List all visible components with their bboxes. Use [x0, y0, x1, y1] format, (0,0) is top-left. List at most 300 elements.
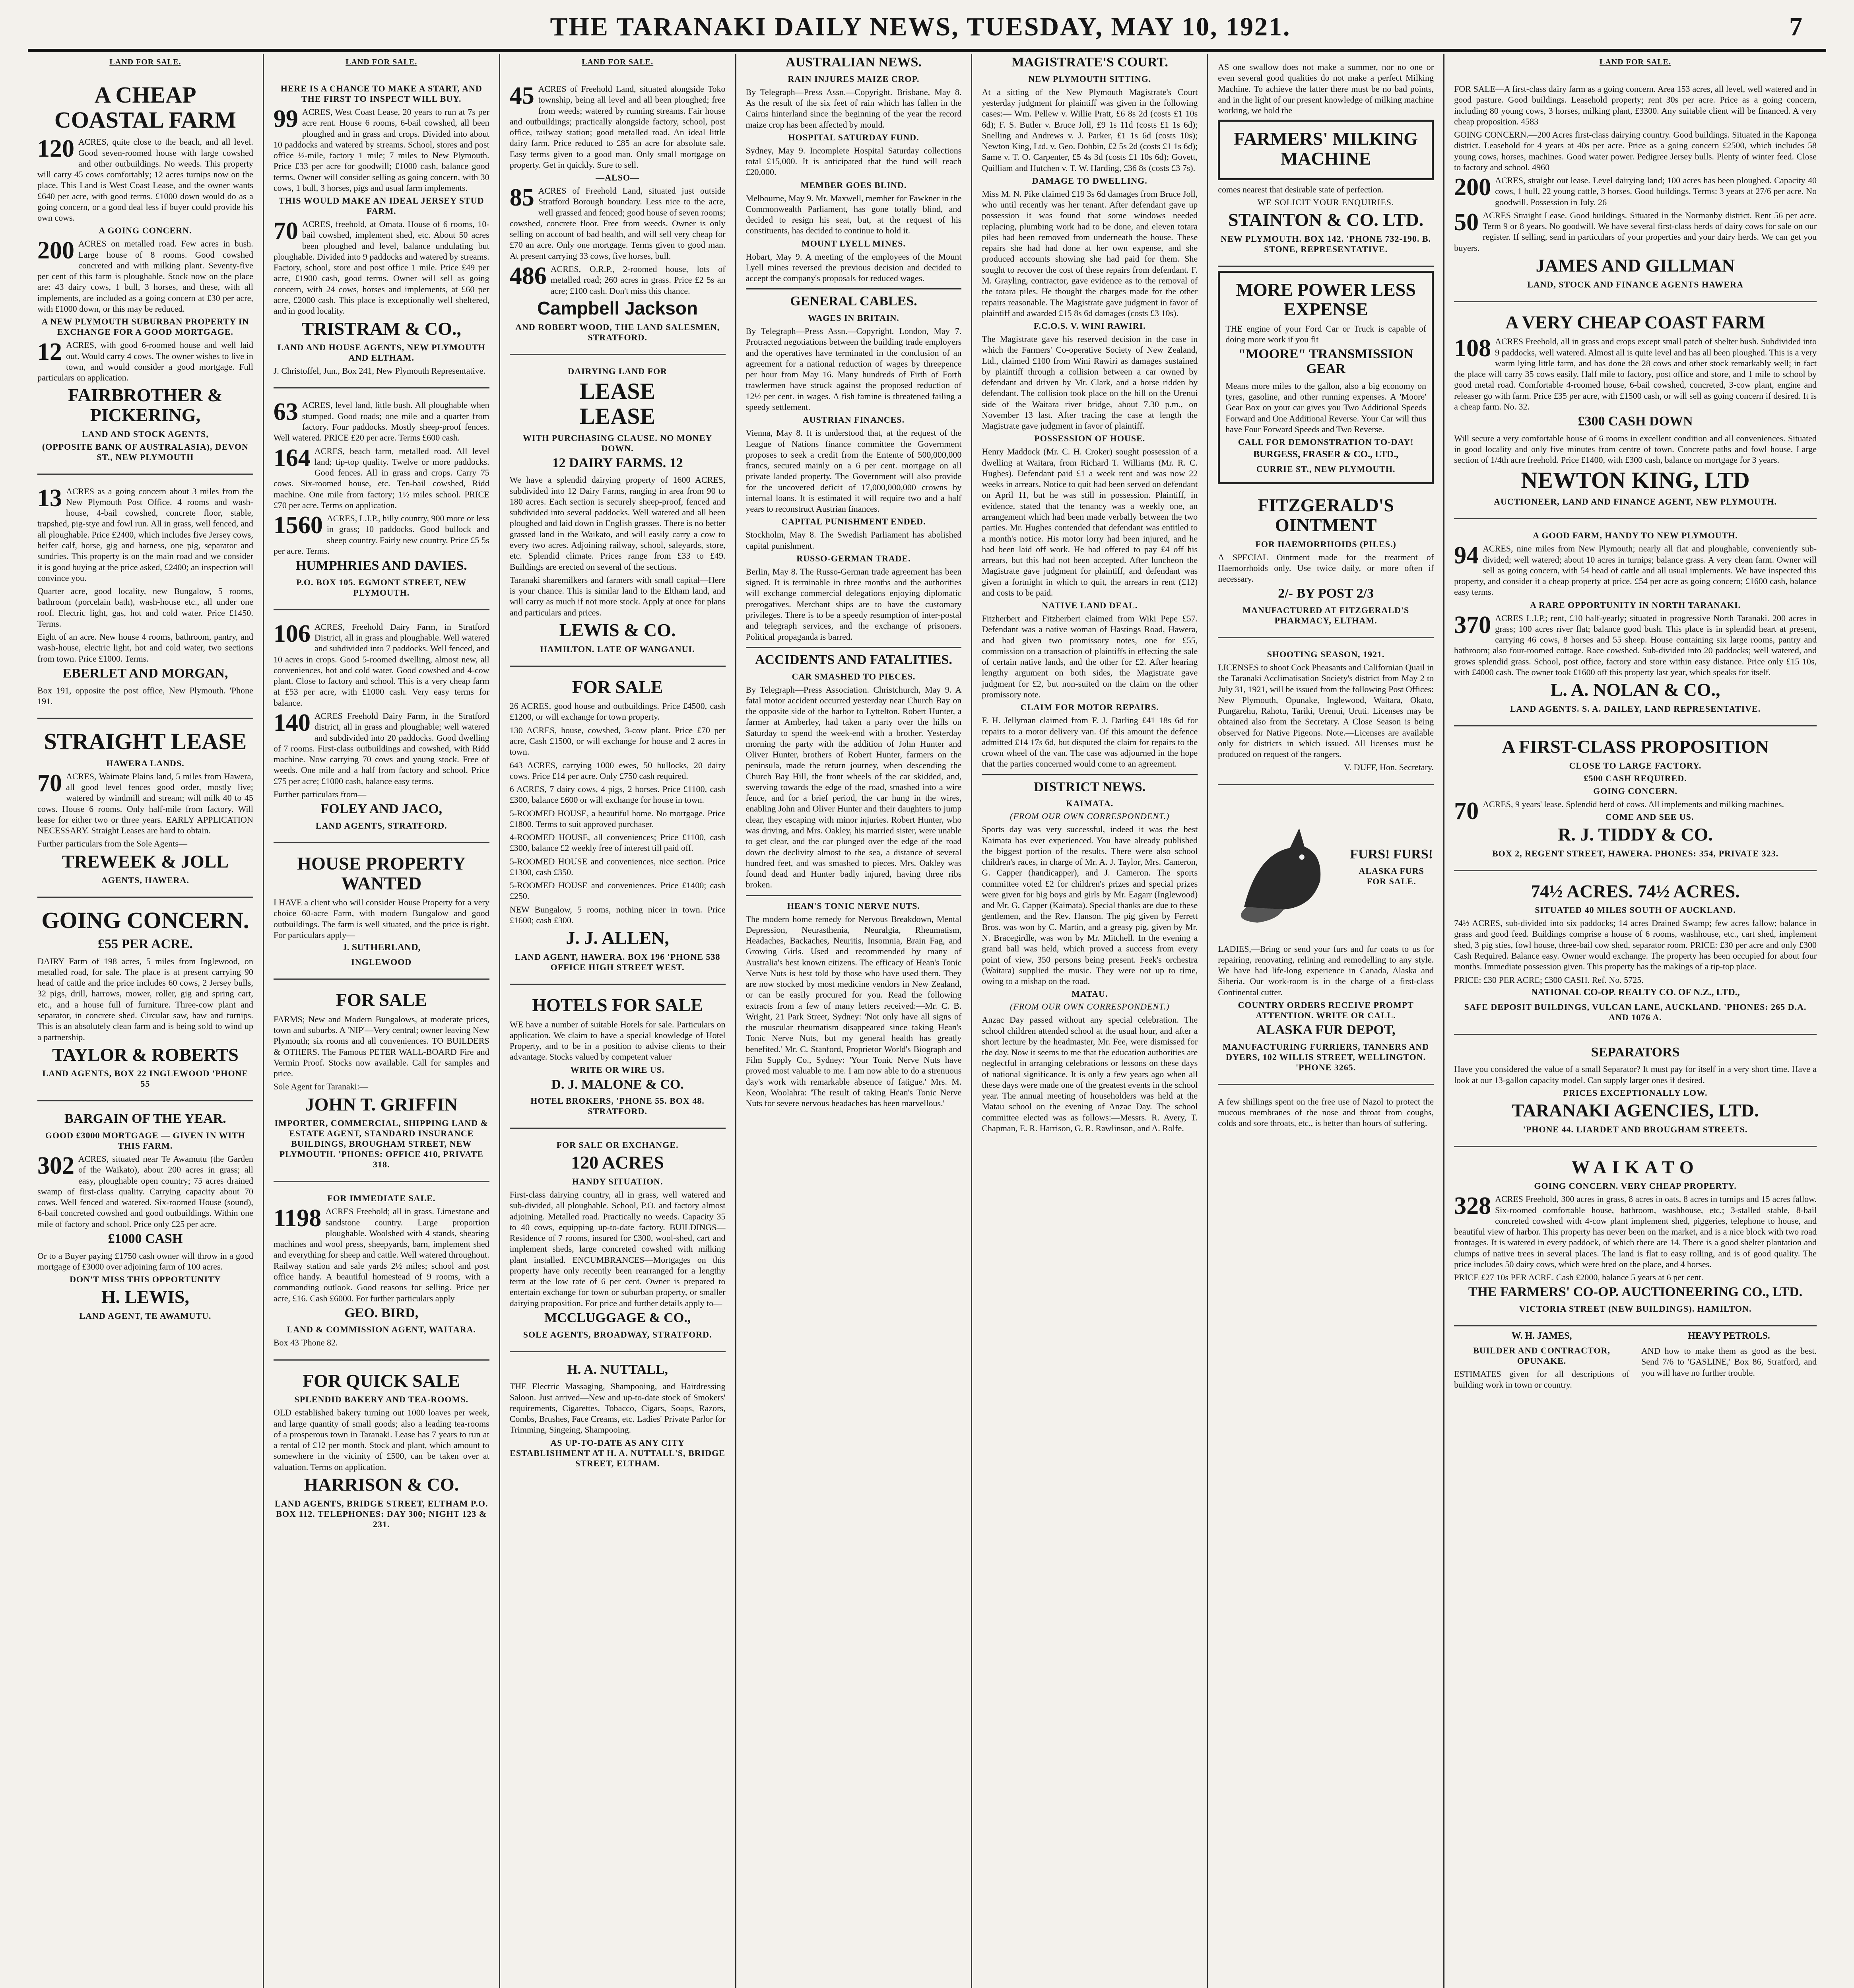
ad-body: ACRES as a going concern about 3 miles from the New Plymouth Post Office. 4 rooms and wash-house, 4-bail cowshed, concrete floor, stable, trapshed, pig-stye and fowl run. All in grass, well fenced, and all ploughable. Price £2400, which includes five Jersey cows, heifer calf, horse, gig and harness, one pig, separator and sundries. This property is on the main road and we consider it is good buying at the price asked, £2400; an inspection will convince you.: [37, 486, 253, 583]
ad-nolan: [1454, 522, 1817, 726]
agent-subtitle: LAND AGENTS, BOX 22 INGLEWOOD 'PHONE 55: [42, 1068, 248, 1089]
ad-footer: COME AND SEE US.: [1605, 812, 1694, 822]
ad-body: GOING CONCERN.—200 Acres first-class dairying country. Good buildings. Situated in the Kaponga district. Leasehold for 4 years at 40s per acre. Price as a going concern £2500, which includes 58 young cows, horses, machines. Good water power. Pedigree Jersey bulls. Plenty of winter feed. Close to factory and school.: [1454, 130, 1817, 172]
news-body: F. H. Jellyman claimed from F. J. Darling £41 18s 6d for repairs to a motor delivery van. Of this amount the defence admitted £14 17s 6d, but disputed the claim for repairs to the crown wheel of the van. The case was adjourned in the hope that the parties concerned would come to an agreement.: [982, 715, 1198, 769]
ad-humphries-davies: [274, 392, 489, 610]
agent-subtitle: P.O. BOX 105. EGMONT STREET, NEW PLYMOUTH.: [296, 577, 467, 598]
agent-name: MCCLUGGAGE & CO.,: [544, 1310, 691, 1325]
agent-subtitle: AUCTIONEER, LAND AND FINANCE AGENT, NEW PLYMOUTH.: [1494, 497, 1777, 507]
acre-number: 200: [1454, 174, 1491, 201]
ad-straight-lease: [37, 722, 253, 898]
column-3: [500, 54, 736, 1988]
acre-number: 70: [37, 769, 62, 797]
agent-subtitle: SAFE DEPOSIT BUILDINGS, VULCAN LANE, AUCKLAND. 'PHONES: 265 D.A. AND 1076 A.: [1464, 1002, 1807, 1022]
ad-geo-bird: [274, 1185, 489, 1360]
agent-name: TREWEEK & JOLL: [62, 851, 229, 872]
agent-name: EBERLET AND MORGAN,: [62, 666, 228, 681]
agent-name: HUMPHRIES AND DAVIES.: [295, 558, 467, 573]
ad-body: ACRES, West Coast Lease, 20 years to run at 7s per acre rent. House 6 rooms, 6-bail cowshed, all been ploughed and in grass and crops. Divided into about 10 paddocks and watered by streams. School, stores and post office ½-mile, factory 1 mile; 7 miles to New Plymouth. Price £33 per acre for goodwill; £1000 cash, balance good terms. Owner will consider selling as going concern, with 30 cows, 1 bull, 3 horses, pigs and usual farm implements.: [273, 107, 489, 193]
acre-number: 1198: [273, 1205, 322, 1232]
ad-subheading: CLOSE TO LARGE FACTORY.: [1569, 760, 1702, 771]
column-5: [972, 54, 1208, 1988]
ad-footer: Sole Agent for Taranaki:—: [273, 1081, 369, 1092]
ad-lewis-lease: [510, 358, 726, 666]
news-heading: GENERAL CABLES.: [790, 294, 917, 309]
ad-body: AS one swallow does not make a summer, nor no one or even several good qualities do not make a perfect Milking Machine. To achieve the latter there must be no bad points, and in the light of our present knowledge of milking machine working, we hold the: [1218, 62, 1434, 116]
agent-name: H. LEWIS,: [101, 1287, 189, 1307]
agent-address: Box 191, opposite the post office, New Plymouth. 'Phone 191.: [37, 685, 253, 706]
ad-title: A GOOD FARM, HANDY TO NEW PLYMOUTH.: [1533, 530, 1738, 541]
agent-name: TARANAKI AGENCIES, LTD.: [1512, 1100, 1759, 1120]
news-body: Sydney, May 9. Incomplete Hospital Saturday collections total £15,000. It is anticipated that the fund will reach £20,000.: [745, 145, 962, 177]
ad-house-property-wanted: [274, 846, 489, 980]
agent-subtitle: HAMILTON. LATE OF WANGANUI.: [540, 644, 695, 654]
acre-number: 164: [273, 444, 311, 472]
news-body: Henry Maddock (Mr. C. H. Croker) sought possession of a dwelling at Waitara, from Richard T. Williams (Mr. R. C. Hughes). Defendant paid £1 a week rent and was now 22 weeks in arrears. Notice to quit had been served on defendant on April 11, but he was still in possession. Plaintiff, in evidence, stated that the tenancy was a weekly one, an arrangement which had been made verbally between the two parties. Mr. Hughes contended that defendant was entitled to a month's notice. His motor lorry had been injured, and he had been laid off work. He had offered to pay £4 off his arrears, but this had not been accepted. After luncheon the Magistrate gave judgment for plaintiff, and defendant was given a fortnight in which to quit, the arrears in rent (£12) and costs to be paid.: [982, 447, 1198, 598]
news-title: KAIMATA.: [1066, 798, 1114, 809]
news-title: CLAIM FOR MOTOR REPAIRS.: [1020, 702, 1159, 712]
acre-number: 12: [37, 338, 62, 366]
news-body: By Telegraph—Press Assn.—Copyright. Brisbane, May 8. As the result of the six feet of rain which has fallen in the Cairns hinterland since the beginning of the year the record maize crop has been affected by mould.: [745, 87, 962, 130]
ad-title: A VERY CHEAP COAST FARM: [1505, 312, 1765, 332]
news-body: Sports day was very successful, indeed it was the best Kaimata has ever experienced. You have already published the biggest portion of the results. There were also school children's races, in charge of Mr. A. J. Taylor, Mrs. Cameron, G. Capper (handicapper), and J. Cameron. The sports committee voted £2 for children's prizes and special prizes were given for big boys and girls by Mr. Eagarr (Inglewood) and Mr. G. Capper (Kaimata). Special thanks are due to these gentlemen, and the Rev. Hanson. The pig given by Ferrett Bros. was won by C. Martin, and a greasy pig, given by Mr. N. Bracegirdle, was won by Mr. Mitchell. In the evening a grand ball was held, which proved a success from every point of view, 350 persons being present. Feek's orchestra (Waitara) supplied the music. They were not up to time, owing to a mishap on the road.: [982, 824, 1198, 986]
ad-footer: CALL FOR DEMONSTRATION TO-DAY!: [1238, 437, 1414, 447]
ad-footer: COUNTRY ORDERS RECEIVE PROMPT ATTENTION. WRITE OR CALL.: [1238, 1000, 1414, 1020]
ad-title: FARMERS' MILKING MACHINE: [1234, 128, 1418, 169]
news-title: MOUNT LYELL MINES.: [802, 238, 906, 248]
acre-number: 63: [273, 398, 298, 426]
ad-cash: £1000 CASH: [108, 1231, 183, 1246]
ad-subheading: ALASKA FURS FOR SALE.: [1359, 866, 1424, 887]
ad-subheading: DAIRYING LAND FOR: [568, 366, 667, 377]
ad-body: First-class dairying country, all in grass, well watered and sub-divided, all ploughable. School, P.O. and factory almost adjoining. Metalled road. Practically no weeds. Capacity 35 to 40 cows, equipping up-to-date factory. BUILDINGS—Residence of 7 rooms, insured for £300, wool-shed, cart and implement sheds, large concreted cowshed with milking plant installed. ENCUMBRANCES—Mortgages on this property have only recently been rearranged for a lengthy term at the low rate of 6 per cent. Owner is prepared to entertain exchange for town or suburban property, or smaller dairying proposition. For price and further details apply to—: [509, 1190, 726, 1308]
agent-name: HARRISON & CO.: [304, 1474, 459, 1495]
ad-title: WAIKATO: [1571, 1157, 1699, 1177]
ad-signature: V. DUFF, Hon. Secretary.: [1344, 762, 1434, 773]
news-byline: (FROM OUR OWN CORRESPONDENT.): [1010, 1002, 1170, 1012]
divider: [746, 895, 962, 896]
news-body: At a sitting of the New Plymouth Magistrate's Court yesterday judgment for plaintiff was given in the following cases:— Wm. Pellew v. Willie Pratt, £6 8s 2d (costs £1 10s 6d); F. S. Butler v. Bruce Joll, £9 1s 11d (costs £1 1s 6d); Snelling and Andrews v. J. Parker, £1 1s 6d (costs 10s); Newton King, Ltd. v. Geo. Dobbin, £2 5s 2d (costs £1 1s 6d); Same v. T. O. Carpenter, £5 4s 3d (costs £1 10s 6d); Govett, Quilliam and Hutchen v. T. W. Harding, £36 8s (costs £3 7s).: [982, 87, 1198, 173]
news-body: Berlin, May 8. The Russo-German trade agreement has been signed. It is terminable in three months and the authorities will exchange commercial delegations enjoying diplomatic prerogatives. Merchant ships are to have the customary privileges. There is to be a speedy resumption of inter-postal and telegraph services, and the exchange of prisoners. Political propaganda is barred.: [745, 566, 962, 642]
agent-subtitle: IMPORTER, COMMERCIAL, SHIPPING LAND & ESTATE AGENT, STANDARD INSURANCE BUILDINGS, BROUGHAM STREET, NEW PLYMOUTH. 'PHONES: OFFICE 410, PRIVATE 318.: [274, 1118, 488, 1170]
acre-number: 370: [1454, 611, 1491, 639]
agent-name: STAINTON & CO. LTD.: [1228, 209, 1424, 230]
ad-title: A RARE OPPORTUNITY IN NORTH TARANAKI.: [1530, 600, 1741, 610]
ad-body: ACRES Freehold; all in grass. Limestone and sandstone country. Large proportion ploughable. Woolshed with 4 stands, shearing machines and wool press, sheepyards, barn, implement shed and everything for sheep and cattle. Well watered throughout. Railway station and sale yards 2½ miles; school and post office handy. A beautiful homestead of 9 rooms, with a commanding outlook. Good reasons for selling. Price per acre, £16. Cash £6000. For further particulars apply: [273, 1206, 489, 1303]
agent-subtitle: BOX 2, REGENT STREET, HAWERA. PHONES: 354, PRIVATE 323.: [1492, 848, 1779, 858]
ad-subheading: SITUATED 40 MILES SOUTH OF AUCKLAND.: [1535, 905, 1736, 915]
news-title: MEMBER GOES BLIND.: [800, 180, 907, 190]
news-title: MATAU.: [1072, 989, 1108, 999]
ad-body: Eight of an acre. New house 4 rooms, bathroom, pantry, and wash-house, electric light, hot and cold water, two sections from town. Price £1000. Terms.: [37, 632, 253, 664]
acre-number: 108: [1454, 335, 1491, 362]
ad-subheading: £500 CASH REQUIRED.: [1584, 773, 1687, 783]
ad-body: FOR SALE—A first-class dairy farm as a going concern. Area 153 acres, all level, well watered and in good pasture. Good buildings. Leasehold property; rent 30s per acre. Price as a going concern, including 80 young cows, 3 horses, milking plant, £3300. Any suitable client will be financed. A very cheap proposition.: [1454, 84, 1817, 126]
ad-title: SHOOTING SEASON, 1921.: [1267, 649, 1385, 660]
ad-fitzgeralds-ointment: [1218, 488, 1434, 638]
ad-title: A FIRST-CLASS PROPOSITION: [1502, 736, 1769, 757]
ad-body: ACRES, level land, little bush. All ploughable when stumped. Good roads; one mile and a quarter from factory. Four paddocks. Mostly sheep-proof fences. Well watered. PRICE £20 per acre. Terms £600 cash.: [273, 400, 489, 443]
agent-subtitle: LAND AGENT, HAWERA. BOX 196 'PHONE 538 OFFICE HIGH STREET WEST.: [514, 951, 720, 972]
listing-item: 4-ROOMED HOUSE, all conveniences; Price £1100, cash £300, balance £2 weekly free of interest till paid off.: [509, 832, 726, 853]
agent-subtitle: MANUFACTURING FURRIERS, TANNERS AND DYERS, 102 WILLIS STREET, WELLINGTON. 'PHONE 3265.: [1223, 1041, 1429, 1072]
ad-footer: PRICES EXCEPTIONALLY LOW.: [1563, 1087, 1708, 1098]
acre-number: 45: [509, 82, 534, 109]
agent-subtitle: NEW PLYMOUTH. BOX 142. 'PHONE 732-190. B. STONE, REPRESENTATIVE.: [1221, 233, 1431, 254]
ad-title: GOING CONCERN.: [41, 907, 249, 934]
ad-wh-james: [1454, 1330, 1629, 1392]
ad-alaska-furs: [1218, 788, 1434, 1085]
ad-cheap-coastal-farm: [37, 76, 253, 475]
agent-name: GEO. BIRD,: [344, 1305, 419, 1320]
ad-footer: WRITE OR WIRE US.: [570, 1064, 665, 1075]
ad-body: ACRES L.I.P.; rent, £10 half-yearly; situated in progressive North Taranaki. 200 acres in grass; 100 acres river flat; balance good bush. This place is in splendid heart at present, carrying 46 cows, 8 horses and 55 sheep. House containing six large rooms, pantry and bathroom; also four-roomed cottage. Race cowshed. Sub-divided into 20 paddocks; well watered, and grows splendid grass. School, post office, factory and store within easy distance. Price only £15 10s, with £4000 cash. The owner took £1600 off this property last year, which speaks for itself.: [1454, 613, 1817, 677]
acre-number: 486: [509, 262, 547, 289]
agent-name: TAYLOR & ROBERTS: [52, 1044, 239, 1065]
agent-name: J. SUTHERLAND,: [342, 942, 421, 953]
ad-hotels-for-sale: [510, 988, 726, 1129]
ad-subheading: —ALSO—: [596, 173, 640, 183]
ad-body: ACRES, Waimate Plains land, 5 miles from Hawera, all good level fences good order, mostly live; watered by windmill and stream; will milk 40 to 45 cows. House 6 rooms. Only half-mile from factory. Will lease for either two or three years. EARLY APPLICATION NECESSARY. Straight Leases are hard to obtain.: [37, 771, 253, 836]
agent-name: NATIONAL CO-OP. REALTY CO. OF N.Z., LTD.,: [1531, 987, 1740, 998]
ad-separators: [1454, 1038, 1817, 1147]
ad-subheading: GOING CONCERN. VERY CHEAP PROPERTY.: [1534, 1181, 1737, 1191]
agent-subtitle: SOLE AGENTS, BROADWAY, STRATFORD.: [523, 1329, 712, 1340]
ad-body: ACRES, quite close to the beach, and all level. Good seven-roomed house with large cowshed and other outbuildings. No weeds. This property will carry 45 cows comfortably; 12 acres turnips now on the place. This Land is West Coast Lease, and the owner wants £640 per acre, with good terms. £1000 down would do as a going concern, or a good deal less if buyer could provide his own cows.: [37, 137, 253, 223]
columns: [28, 54, 1826, 1988]
agent-name: H. A. NUTTALL,: [567, 1362, 668, 1377]
ad-footer: Further particulars from—: [273, 789, 367, 799]
ad-title: HOUSE PROPERTY WANTED: [297, 853, 466, 893]
ad-body: 74½ ACRES, sub-divided into six paddocks; 14 acres Drained Swamp; few acres fallow; balance in grass and good feed. Buildings comprise a house of 6 rooms, washhouse, etc., cart shed, implement shed, 3 pig sties, fowl house, three-bail cow shed, separator room. PRICE: £30 per acre and only £300 Cash Required. Balance easy. Owner would exchange. The property has been occupied for about four months. Immediate possession given. This property has the makings of a tip-top place.: [1454, 918, 1817, 972]
divider: [746, 288, 962, 289]
ad-body: Quarter acre, good locality, new Bungalow, 5 rooms, bathroom (porcelain bath), wash-house etc., all under one roof. Electric light, gas, hot and cold water. Price £1450. Terms.: [37, 586, 253, 629]
ad-body: ACRES Freehold Dairy Farm, in the Stratford district, all in grass and ploughable; well watered and subdivided into 20 paddocks. Good dwelling of 7 rooms. First-class outbuildings and cowshed, with Ridd machine. Now carrying 70 cows and young stock. Free of weeds. One mile and a half from factory and school. Price £75 per acre; £1000 cash, balance easy terms.: [273, 711, 489, 786]
agent-name: LEWIS & CO.: [559, 619, 676, 640]
ad-title: BARGAIN OF THE YEAR.: [64, 1111, 226, 1126]
agent-name: NEWTON KING, LTD: [1521, 467, 1750, 493]
agent-subtitle: LAND AGENT, TE AWAMUTU.: [79, 1310, 212, 1321]
news-title: NEW PLYMOUTH SITTING.: [1028, 74, 1151, 84]
news-title: RAIN INJURES MAIZE CROP.: [788, 74, 920, 84]
ad-body: OLD established bakery turning out 1000 loaves per week, and large quantity of small goods; also a leading tea-rooms of a prosperous town in Taranaki. Lease has 7 years to run at a rental of £12 per month. Stock and plant, which amount to somewhere in the vicinity of £500, can be taken over at valuation. Terms on application.: [273, 1408, 489, 1472]
acre-number: 13: [37, 484, 62, 512]
ad-body: ACRES, 9 years' lease. Splendid herd of cows. All implements and milking machines.: [1483, 799, 1784, 809]
news-heading: AUSTRALIAN NEWS.: [785, 55, 922, 70]
acre-number: 1560: [273, 512, 323, 539]
acre-number: 200: [37, 237, 74, 264]
news-body: By Telegraph—Press Assn.—Copyright. London, May 7. Protracted negotiations between the building trade employers and the operatives have terminated in the conclusion of an agreement for a national reduction of wages by threepence per hour from May 16. Many hundreds of Firth of Forth trawlermen have struck against the proposed reduction of 12½ per cent. in wages. A fish famine is threatened failing a speedy settlement.: [745, 326, 962, 412]
column-7: [1444, 54, 1826, 1988]
ad-body: ACRES, L.I.P., hilly country, 900 more or less in grass; 10 paddocks. Good bullock and sheep country. Fairly new country. Price £5 5s per acre. Terms.: [273, 513, 489, 556]
ad-ref: 26: [1598, 197, 1607, 207]
ad-footer: WE SOLICIT YOUR ENQUIRIES.: [1257, 197, 1394, 207]
listing-item: 26 ACRES, good house and outbuildings. Price £4500, cash £1200, or will exchange for town property.: [509, 701, 726, 722]
news-body: Vienna, May 8. It is understood that, at the request of the League of Nations finance committee the Government proposes to seek a credit from the Entente of 500,000,000 francs, secured mainly on a 6 per cent. mortgage on all private landed property. The Government will also provide for the uncovered deficit of 17,000,000,000 crowns by internal loans. It is estimated it will require two and a half years to reconstruct Austrian finances.: [745, 428, 962, 514]
column-2: [264, 54, 500, 1988]
ad-title: MORE POWER LESS EXPENSE: [1236, 279, 1416, 320]
ad-body: WE have a number of suitable Hotels for sale. Particulars on application. We claim to have a special knowledge of Hotel Property, and to be in a position to advise clients to their advantage. Stocks valued by competent valuer: [509, 1019, 726, 1062]
ad-body: ACRES, beach farm, metalled road. All level land; tip-top quality. Twelve or more paddocks. Good fences. All in grass and crops. Carry 75 cows. Six-roomed house, etc. Ten-bail cowshed, Ridd machine. One mile from factory; 1½ miles school. PRICE £70 per acre. Terms on application.: [273, 446, 489, 510]
agent-name: Campbell Jackson: [537, 297, 698, 318]
ad-body: ACRES, Freehold Dairy Farm, in Stratford District, all in grass and ploughable. Well watered and subdivided into 7 paddocks. Well fenced, and 10 acres in crops. Good 5-roomed dwelling, almost new, all conveniences, hot and cold water. Good cowshed and 4-cow plant. Close to factory and school. This is a very cheap farm at £53 per acre, with £1000 cash. Very easy terms for balance.: [273, 621, 489, 708]
ad-body: THE engine of your Ford Car or Truck is capable of doing more work if you fit: [1225, 323, 1427, 345]
ad-subheading: A NEW PLYMOUTH SUBURBAN PROPERTY IN EXCHANGE FOR A GOOD MORTGAGE.: [41, 316, 249, 337]
ad-milking-machine: [1218, 54, 1434, 267]
ad-title: FURS! FURS!: [1350, 847, 1433, 862]
acre-number: 94: [1454, 542, 1479, 569]
ad-subheading: A GOING CONCERN.: [99, 225, 192, 236]
masthead-title: THE TARANAKI DAILY NEWS, TUESDAY, MAY 10, 1921.: [550, 12, 1291, 41]
agent-subtitle: VICTORIA STREET (NEW BUILDINGS). HAMILTON.: [1519, 1304, 1752, 1314]
ad-campbell-jackson: [510, 76, 726, 355]
listing-item: 6 ACRES, 7 dairy cows, 4 pigs, 2 horses. Price £1100, cash £300, balance £600 or will exchange for house in town.: [509, 784, 726, 805]
ad-going-concern: [37, 901, 253, 1101]
ad-body: ACRES, O.R.P., 2-roomed house, lots of metalled road; 260 acres in grass. Price £2 5s an acre; £100 cash. Don't miss this chance.: [550, 264, 726, 296]
news-title: CAR SMASHED TO PIECES.: [792, 671, 916, 681]
agent-address: (OPPOSITE BANK OF AUSTRALASIA), DEVON ST., NEW PLYMOUTH: [42, 441, 249, 462]
ad-title: £300 CASH DOWN: [1578, 414, 1693, 429]
ad-subheading: SPLENDID BAKERY AND TEA-ROOMS.: [294, 1394, 469, 1405]
listing-item: 5-ROOMED HOUSE and conveniences. Price £1400; cash £250.: [509, 880, 726, 901]
agent-name: THE FARMERS' CO-OP. AUCTIONEERING CO., LTD.: [1468, 1285, 1803, 1300]
ad-ref: No. 32.: [1503, 401, 1530, 412]
agent-name: FAIRBROTHER & PICKERING,: [68, 385, 223, 425]
ad-body: ACRES, with good 6-roomed house and well laid out. Would carry 4 cows. The owner wishes to live in town, and would consider a good mortgage. Full particulars on application.: [37, 340, 253, 383]
agent-name: W. H. JAMES,: [1511, 1331, 1572, 1342]
acre-number: 85: [509, 184, 534, 212]
ad-subheading: HAWERA LANDS.: [106, 758, 184, 768]
page-number: 7: [1789, 12, 1802, 41]
news-title: AUSTRIAN FINANCES.: [802, 415, 905, 425]
ad-body: ESTIMATES given for all descriptions of building work in town or country.: [1454, 1369, 1630, 1390]
ad-body: THE Electric Massaging, Shampooing, and Hairdressing Saloon. Just arrived—New and up-to-date stock of Smokers' requirements, Cigarettes, Tobacco, Cigars, Soaps, Razors, Combs, Brushes, Face Creams, etc. Ladies' Private Parlor for Trimming, Singeing, Shampooing.: [509, 1381, 726, 1435]
ad-footer: AS UP-TO-DATE AS ANY CITY ESTABLISHMENT AT H. A. NUTTALL'S, BRIDGE STREET, ELTHAM.: [510, 1437, 725, 1468]
news-title: CAPITAL PUNISHMENT ENDED.: [781, 516, 926, 527]
acre-number: 302: [37, 1152, 74, 1180]
ad-title: HOTELS FOR SALE: [532, 994, 703, 1015]
ad-price: 2/- BY POST 2/3: [1278, 586, 1374, 601]
product-name: "MOORE" TRANSMISSION GEAR: [1238, 347, 1413, 377]
ad-body: Taranaki sharemilkers and farmers with small capital—Here is your chance. This is similar land to the Eltham land, and will carry as much if not more stock. Apply at once for plans and particulars and prices.: [509, 575, 726, 617]
ad-body: AND how to make them as good as the best. Send 7/6 to 'GASLINE,' Box 86, Stratford, and you will have no further trouble.: [1641, 1346, 1817, 1378]
ad-body: A SPECIAL Ointment made for the treatment of Haemorrhoids only. Use twice daily, or more often if necessary.: [1218, 552, 1434, 584]
section-heading: LAND FOR SALE.: [346, 58, 417, 66]
ad-newton-king: [1454, 305, 1817, 520]
news-title: F.C.O.S. V. WINI RAWIRI.: [1033, 321, 1146, 331]
ad-first-class-proposition: [1454, 730, 1817, 871]
ad-body: ACRES on metalled road. Few acres in bush. Large house of 8 rooms. Good cowshed concreted and with milking plant. Seventy-five per cent of this farm is ploughable. Stock now on the place are: 43 dairy cows, 1 bull, 3 horses, and these, with all implements, are included as a going concern at £30 per acre, with £1000 down, or this may be reduced.: [37, 239, 253, 314]
news-body: Fitzherbert and Fitzherbert claimed from Wiki Pepe £57. Defendant was a native woman of Hastings Road, Hawera, and had given two promissory notes, one for £55, commission on a transaction of plaintiffs in effecting the sale of certain native lands, and the other for £2. After hearing lengthy argument on both sides, the Magistrate gave judgment for £2, but non-suited on the claim on the other promissory note.: [982, 613, 1198, 699]
agent-subtitle: BUILDER AND CONTRACTOR, OPUNAKE.: [1473, 1345, 1610, 1366]
divider: [746, 647, 962, 648]
ad-griffin-for-sale: [274, 983, 489, 1182]
news-title: HOSPITAL SATURDAY FUND.: [788, 132, 919, 142]
acre-number: 140: [273, 709, 311, 737]
news-heading: MAGISTRATE'S COURT.: [1011, 55, 1168, 70]
ad-body: ACRES of Freehold Land, situated just outside Stratford Borough boundary. Less nice to the acre, well grassed and fenced; good house of seven rooms; cowshed, concrete floor. Free from weeds. Owner is only selling on account of bad health, and will sell very cheap for £70 an acre. Only one mortgage. Terms given to good man. At present carrying 33 cows, five horses, bull.: [509, 186, 726, 261]
ad-body: Means more miles to the gallon, also a big economy on tyres, gasoline, and other running expenses. A 'Moore' Gear Box on your car gives you Two Additional Speeds Forward and One Additional Reverse. Your Car will thus have Four Forward Speeds and Two Reverse.: [1225, 381, 1427, 434]
section-heading: LAND FOR SALE.: [1599, 58, 1672, 66]
ad-title: FITZGERALD'S OINTMENT: [1258, 495, 1394, 535]
ad-body: DAIRY Farm of 198 acres, 5 miles from Inglewood, on metalled road, for sale. The place is at present carrying 90 head of cattle and the price includes 60 cows, 2 Jersey bulls, 32 pigs, drill, harrows, mower, roller, gig and spring cart, etc., and a house full of furniture. Three-cow plant and separator, in concrete shed. Circular saw, haw and turnips. This is an absolutely clean farm and is being sold to wind up a partnership.: [37, 956, 253, 1042]
ad-body: Will secure a very comfortable house of 6 rooms in excellent condition and all conveniences. Situated in good locality and only five minutes from centre of town. Concrete paths and fowl house. Large section of 1/4th acre freehold. Price £1400, with £300 cash, balance on mortgage for 3 years.: [1454, 433, 1817, 465]
news-body: Melbourne, May 9. Mr. Maxwell, member for Fawkner in the Commonwealth Parliament, has gone totally blind, and decided to resign his seat, but, at the request of his constituents, has decided to continue to hold it.: [745, 193, 962, 236]
ad-moore-gear: [1218, 271, 1434, 485]
news-body: The Magistrate gave his reserved decision in the case in which the Farmers' Co-operative Society of New Zealand, Ltd., claimed £100 from Wini Rawiri as damages sustained by plaintiff through a collision between a car owned by defendant and driven by Mr. Clark, and a horse ridden by defendant. The collision took place on the hill on the Urenui side of the Waitara river bridge, about 7.30 p.m., on November 13 last. After tracing the case at length the Magistrate gave judgment in favor of plaintiff.: [982, 334, 1198, 431]
agent-subtitle: LAND, STOCK AND FINANCE AGENTS HAWERA: [1527, 279, 1743, 289]
ad-title: FOR SALE: [336, 990, 427, 1010]
ad-body: LADIES,—Bring or send your furs and fur coats to us for repairing, renovating, relining and remodelling to any style. We have had life-long experience in Canada, Alaska and Siberia. Our work-room is in the charge of a first-class Continental cutter.: [1218, 944, 1434, 997]
news-heading: DISTRICT NEWS.: [1034, 779, 1146, 794]
listing-item: NEW Bungalow, 5 rooms, nothing nicer in town. Price £1600; cash £300.: [509, 904, 726, 925]
ad-subheading: THIS WOULD MAKE AN IDEAL JERSEY STUD FARM.: [279, 196, 484, 216]
ad-body: ACRES, situated near Te Awamutu (the Garden of the Waikato), about 200 acres in grass; all easy, ploughable open country; 75 acres drained swamp of first-class quality. Carrying capacity about 70 cows. Well fenced and watered. Six-roomed House (sound), 6-bail concreted cowshed and good outbuildings. Within one mile of factory and school. Price only £25 per acre.: [37, 1154, 253, 1229]
news-body: By Telegraph—Press Association. Christchurch, May 9. A fatal motor accident occurred yesterday near Church Bay on the opposite side of the harbor to Lyttelton. Robert Hunter, a farmer at Amberley, had taken a party over the hills on Saturday to spend the week-end with a brother. Yesterday morning the party with the addition of John Hunter and Oliver Hunter, brothers of Robert Hunter, farmers on the peninsula, made the return journey, when descending the Church Bay Hill, the front wheels of the car skidded, and, swerving towards the edge of the road, smashed into a wire fence, and for a brief period, the car hung in the wires, enabling John and Oliver Hunter and their daughters to jump clear, they escaping with minor injuries. Robert Hunter, who was driving, and Mrs. Oakley, his married sister, were unable to get clear, and the car plunged over the edge of the road down the declivity almost to the sea, a distance of several hundred feet, and was smashed to pieces. Mrs. Oakley was found dead and Hunter badly injured, having three ribs broken.: [745, 684, 962, 890]
ad-subheading: FOR IMMEDIATE SALE.: [327, 1193, 436, 1204]
ad-body: comes nearest that desirable state of perfection.: [1218, 184, 1384, 194]
ad-body: ACRES, freehold, at Omata. House of 6 rooms, 10-bail cowshed, implement shed, etc. About 50 acres been ploughed and level, balance undulating but ploughable. Divided into 9 paddocks and watered by streams. Factory, school, store and post office 1 mile. Price £49 per acre, £1900 cash, good terms. Owner will sell as going concern, with 24 cows, horses and implements, at £60 per acre, £2000 cash. This place is exceptionally well sheltered, and in good locality.: [273, 219, 489, 316]
ad-subheading: GOOD £3000 MORTGAGE — GIVEN IN WITH THIS FARM.: [45, 1130, 246, 1151]
ad-title: HEAVY PETROLS.: [1688, 1331, 1770, 1342]
agent-name: JOHN T. GRIFFIN: [305, 1094, 458, 1114]
agent-subtitle: CURRIE ST., NEW PLYMOUTH.: [1256, 464, 1396, 474]
listing-item: 643 ACRES, carrying 1000 ewes, 50 bullocks, 20 dairy cows. Price £14 per acre. Only £750 cash required.: [509, 760, 726, 781]
column-4: [736, 54, 973, 1988]
agent-subtitle: INGLEWOOD: [351, 957, 412, 967]
ad-title: FOR QUICK SALE: [303, 1370, 460, 1391]
agent-name: J. J. ALLEN,: [566, 928, 669, 948]
ad-subheading: HERE IS A CHANCE TO MAKE A START, AND THE FIRST TO INSPECT WILL BUY.: [280, 83, 482, 104]
news-title: HEAN'S TONIC NERVE NUTS.: [787, 901, 920, 911]
ad-body: ACRES Straight Lease. Good buildings. Situated in the Normanby district. Rent 56 per acre. Term 9 or 8 years. No goodwill. We have several first-class herds of dairy cows for sale on our register. If selling, send in particulars of your properties and your dairy herds. We can get you buyers.: [1454, 210, 1817, 253]
ad-ref: 4583: [1521, 116, 1539, 126]
ad-footer: Further particulars from the Sole Agents—: [37, 839, 187, 849]
agent-name: D. J. MALONE & CO.: [551, 1077, 684, 1092]
agent-name: JAMES AND GILLMAN: [1536, 255, 1735, 276]
ad-body: LICENSES to shoot Cock Pheasants and Californian Quail in the Taranaki Acclimatisation Society's district from May 2 to July 31, 1921, will be issued from the following Post Offices: New Plymouth, Opunake, Inglewood, Waitara, Okato, Pungarehu, Rahotu, Tariki, Urenui, Uruti. Licenses may be obtained also from the Secretary. A Close Season is being observed for Native Pigeons. Note.—Licenses are available only for districts in which issued. All licenses must be produced on request of the rangers.: [1218, 662, 1434, 759]
ad-price: PRICE £27 10s PER ACRE. Cash £2000, balance 5 years at 6 per cent.: [1454, 1272, 1703, 1283]
ad-body: ACRES Freehold, all in grass and crops except small patch of shelter bush. Subdivided into 9 paddocks, well watered. Almost all is quite level and has all been ploughed. This is a very warm lying little farm, and has done the 28 cows and other stock remarkably well; in fact the place will carry 35 cows easily. Half mile to factory, post office and store, and 1 mile to school by good metal road. Comfortable 4-roomed house, 6-bail cowshed, concreted, 3-cow plant, engine and releaser go with farm. Price £35 per acre, with £1500 cash, or will sell as going concern if desired. It is a cheap farm.: [1454, 336, 1817, 412]
agent-name: R. J. TIDDY & CO.: [1558, 824, 1713, 845]
acre-number: 99: [273, 105, 298, 132]
acre-number: 120: [37, 135, 74, 163]
ad-body: FARMS; New and Modern Bungalows, at moderate prices, town and suburbs. A 'NIP'—Very central; owner leaving New Plymouth; six rooms and all conveniences. TO BUILDERS & OTHERS. The Famous PETER WALL-BOARD Fire and Vermin Proof. Stocks now available. Call for samples and price.: [273, 1014, 489, 1079]
news-body: Anzac Day passed without any special celebration. The school children attended school at the usual hour, and after a short lecture by the headmaster, Mr. Fee, were dismissed for the day. Now it seems to me that the education authorities are neglectful in arranging celebrations or lessons on these days of national significance. It is only a few years ago when all these days were made one of the greatest events in the school year. The annual meeting of householders was held at the Matau school on the evening of Anzac Day. The school committee elected was as follows:—Messrs. R. Avery, T. Chapman, E. R. Harrison, G. R. Rawlinson, and A. Rolfe.: [982, 1015, 1198, 1133]
ad-body: A few shillings spent on the free use of Nazol to protect the mucous membranes of the nose and throat from coughs, colds and sore throats, etc., is better than hours of suffering.: [1218, 1096, 1434, 1128]
agent-subtitle: AND ROBERT WOOD, THE LAND SALESMEN, STRATFORD.: [515, 322, 720, 343]
section-heading: LAND FOR SALE.: [109, 58, 181, 66]
ad-ref: 4960: [1532, 162, 1550, 172]
agent-subtitle: LAND AND STOCK AGENTS,: [82, 429, 209, 439]
agent-subtitle: 'PHONE 44. LIARDET AND BROUGHAM STREETS.: [1523, 1124, 1748, 1134]
ad-allen-for-sale: [510, 670, 726, 985]
agent-name: L. A. NOLAN & CO.,: [1550, 679, 1720, 700]
ad-body: ACRES Freehold, 300 acres in grass, 8 acres in oats, 8 acres in turnips and 15 acres fallow. Six-roomed comfortable house, bathroom, washhouse, etc.; 3-stalled stable, 8-bail concreted cowshed with 4-cow plant implement shed, piggeries, telephone to house, and beautiful view of harbor. This property has never been on the market, and is a nice block with two road frontages. It is watered in every paddock, of which there are 14. There is a good shelter plantation and clumps of native trees in several places. The land is flat to easy rolling, and is of good quality. The price includes 50 dairy cows, which were bred on the place, and 4 horses.: [1454, 1194, 1817, 1269]
ad-subheading: WITH PURCHASING CLAUSE. NO MONEY DOWN.: [522, 433, 712, 453]
ad-eberlet-morgan: [37, 478, 253, 719]
news-byline: (FROM OUR OWN CORRESPONDENT.): [1010, 811, 1170, 821]
ad-subheading: HANDY SITUATION.: [572, 1176, 663, 1187]
agent-subtitle: LAND AGENTS, BRIDGE STREET, ELTHAM P.O. BOX 112. TELEPHONES: DAY 300; NIGHT 123 & 231.: [275, 1498, 488, 1529]
acre-number: 106: [273, 620, 311, 647]
news-title: DAMAGE TO DWELLING.: [1032, 175, 1147, 186]
ad-body: We have a splendid dairying property of 1600 ACRES, subdivided into 12 Dairy Farms, ranging in area from 90 to 180 acres. Each section is securely sheep-proof, fenced and subdivided into several paddocks. Well watered and all been ploughed and laid down in English grasses. There is no better grassed land in the Waikato, and will easily carry a cow to every two acres. Adjoining railway, school, saleyards, store, etc. Splendid climate. Prices range from £33 to £49. Buildings are erected on several of the sections.: [509, 475, 726, 572]
agent-box: Box 43 'Phone 82.: [273, 1338, 338, 1348]
ad-title: STRAIGHT LEASE: [44, 728, 247, 755]
ad-slogan: DON'T MISS THIS OPPORTUNITY: [70, 1274, 221, 1285]
ad-price: £55 PER ACRE.: [97, 936, 193, 951]
column-6: [1208, 54, 1444, 1988]
ad-quick-sale: [274, 1364, 489, 1541]
divider: [982, 774, 1198, 775]
ad-120-acres: [510, 1132, 726, 1352]
ad-title: FOR SALE: [572, 676, 663, 697]
agent-name: BURGESS, FRASER & CO., LTD.,: [1253, 449, 1399, 460]
ad-body: Or to a Buyer paying £1750 cash owner will throw in a good mortgage of £3000 over adjoining farm of 100 acres.: [37, 1250, 253, 1272]
ad-price: PRICE: £30 PER ACRE; £300 CASH. Ref. No. 5725.: [1454, 975, 1644, 985]
listing-item: 5-ROOMED HOUSE, a beautiful home. No mortgage. Price £1800. Terms to suit approved purchaser.: [509, 808, 726, 829]
agent-subtitle: LAND AGENTS, STRATFORD.: [315, 820, 447, 831]
agent-subtitle: LAND & COMMISSION AGENT, WAITARA.: [287, 1324, 476, 1335]
news-heading: ACCIDENTS AND FATALITIES.: [755, 652, 952, 667]
ad-james-gillman: [1454, 76, 1817, 302]
agent-address: J. Christoffel, Jun., Box 241, New Plymouth Representative.: [273, 366, 485, 376]
ad-shooting-season: [1218, 641, 1434, 785]
ad-body: ACRES of Freehold Land, situated alongside Toko township, being all level and all been ploughed; free from weeds; watered by running streams. Fair house and outbuildings; practically alongside factory, school, post office, railway station; good metalled road. An ideal little dairy farm. Price reduced to £85 an acre for absolute sale. Easy terms given to a good man. Only small mortgage on property. Get in quickly. Sure to sell.: [509, 84, 726, 170]
ad-footer: MANUFACTURED AT FITZGERALD'S PHARMACY, ELTHAM.: [1242, 605, 1409, 626]
ad-74-acres: [1454, 874, 1817, 1035]
ad-highlight: 12 DAIRY FARMS. 12: [552, 455, 683, 470]
section-heading: LAND FOR SALE.: [582, 58, 654, 66]
news-title: WAGES IN BRITAIN.: [808, 313, 899, 323]
ad-title: 120 ACRES: [571, 1152, 664, 1173]
ad-subheading: FOR SALE OR EXCHANGE.: [556, 1140, 679, 1150]
ad-nuttall: [510, 1355, 726, 1480]
news-body: The modern home remedy for Nervous Breakdown, Mental Depression, Neurasthenia, Neuralgia, Rheumatism, Headaches, Backaches, Neuritis, Insomnia, Brain Fag, and Growing Girls. Used and recommended by many of Australia's best known citizens. The efficacy of Hean's Tonic Nerve Nuts is best told by those who have used them. They are now stocked by most medicine vendors in New Zealand, or can be easily procured for you. Read the following extracts from a few of many letters received:—Mr. C. B. Wright, 21 Park Street, Sydney: 'Not only have all signs of the muscular rheumatism disappeared since taking Hean's Tonic Nerve Nuts, but my general health has greatly benefited.' Mr. C. Stanford, Proprietor World's Biograph and Film Supply Co., Sydney: 'Your Tonic Nerve Nuts have proved most valuable to me. I am now able to do a strenuous day's work with remarkable absence of fatigue.' Mrs. M. Keon, Woolahra: 'The result of taking Hean's Tonic Nerve Nuts for severe nervous headaches has been marvellous.': [745, 914, 962, 1109]
ad-waikato: [1454, 1150, 1817, 1327]
ad-subheading: GOING CONCERN.: [1593, 786, 1678, 796]
ad-title: 74½ ACRES. 74½ ACRES.: [1531, 881, 1740, 901]
acre-number: 70: [1454, 797, 1479, 825]
ad-foley-jaco: [274, 613, 489, 843]
ad-body: ACRES, nine miles from New Plymouth; nearly all flat and ploughable, conveniently sub-divided; well watered; about 10 acres in turnips; balance grass. A very clean farm. Owner will sell as going concern, with 54 head of cattle and all usual implements. We have inspected this property, and consider it a cheap property at price. £54 per acre as going concern; £1600 cash, balance easy terms.: [1454, 544, 1817, 597]
agent-subtitle: LAND AND HOUSE AGENTS, NEW PLYMOUTH AND ELTHAM.: [277, 342, 485, 363]
news-body: Hobart, May 9. A meeting of the employees of the Mount Lyell mines reversed the previous decision and decided to accept the company's proposals for reduced wages.: [745, 251, 962, 283]
agent-name: ALASKA FUR DEPOT,: [1256, 1023, 1396, 1037]
agent-subtitle: HOTEL BROKERS, 'PHONE 55. BOX 48. STRATFORD.: [530, 1096, 705, 1116]
ad-title: A CHEAP COASTAL FARM: [54, 82, 236, 133]
agent-name: TRISTRAM & CO.,: [301, 318, 461, 339]
masthead: [28, 12, 1826, 52]
ad-body: ACRES, straight out lease. Level dairying land; 100 acres has been ploughed. Capacity 40 cows, 1 bull, 22 young cattle, 3 horses. Good buildings. Terms: 3 years at 27/6 per acre. No goodwill. Possession in July.: [1495, 175, 1817, 207]
acre-number: 70: [273, 217, 298, 245]
news-body: Miss M. N. Pike claimed £19 3s 6d damages from Bruce Joll, who until recently was her tenant. After defendant gave up possession it was found that some windows needed replacing, plumbing work had to be done, and eleven totara piles had been removed from underneath the house. These repairs she had had done at her own expense, and she produced accounts showing she had paid for them. She sought to recover the cost of these repairs from defendant. F. M. Grayling, contractor, gave evidence as to the removal of the totara piles. He thought the charges made for the other repairs reasonable. The Magistrate gave judgment in favor of plaintiff and awarded £15 8s 6d damages (costs £3 10s).: [982, 188, 1198, 318]
column-1: [28, 54, 264, 1988]
ad-bargain-of-the-year: [37, 1105, 253, 1332]
acre-number: 50: [1454, 208, 1479, 236]
ad-heavy-petrols: [1641, 1330, 1817, 1392]
ad-title: LEASE LEASE: [580, 378, 656, 429]
ad-title: SEPARATORS: [1591, 1044, 1680, 1060]
listing-item: 130 ACRES, house, cowshed, 3-cow plant. Price £70 per acre, Cash £1500, or will exchange for house and 2 acres in town.: [509, 725, 726, 757]
ad-tristram: [274, 76, 489, 388]
agent-name: FOLEY AND JACO,: [320, 802, 443, 817]
news-title: NATIVE LAND DEAL.: [1042, 600, 1138, 611]
fox-illustration: [1218, 802, 1349, 933]
listing-item: 5-ROOMED HOUSE and conveniences, nice section. Price £1300, cash £350.: [509, 856, 726, 877]
news-title: RUSSO-GERMAN TRADE.: [796, 553, 911, 563]
